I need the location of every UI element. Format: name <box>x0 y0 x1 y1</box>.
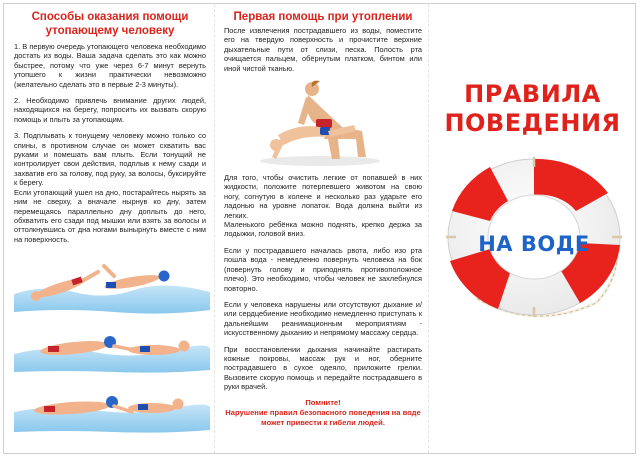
cover-title-line1: ПРАВИЛА <box>464 80 601 108</box>
left-para-4: Если утопающий ушел на дно, постарайтесь нырять за ним не сверху, а вначале нырнув ко дну, затем перемещаясь параллельно дну доплыть до него, обхватить его сзади под мышки или взять за волосы и оттолкнувшись от дна ногами вынырнуть вместе с ним на поверхность. <box>14 187 206 244</box>
middle-column <box>216 4 428 453</box>
left-title-line2: утопающему человеку <box>45 25 175 37</box>
left-para-3: 3. Подплывать к тонущему человеку можно только со спины, в противном случае он может схватить вас руками и помешать вам плыть. Если тонущий не контролирует свои действия, подплыв к нему сзади и захватив его за голову, под руку, за волосы, буксируйте к берегу. <box>14 131 206 188</box>
remember-heading: Помните! <box>305 397 341 407</box>
middle-title: Первая помощь при утоплении <box>233 11 413 23</box>
middle-para-6: При восстановлении дыхания начинайте растирать кожные покровы, массаж рук и ног, оберните пострадавшего в сухое одеяло, приложите грелки. Вызовите скорую помощь и передайте пострадавшего в руки врачей. <box>224 344 422 392</box>
warning-block <box>224 398 422 428</box>
first-aid-illustration <box>258 79 382 167</box>
cover-column <box>428 4 637 453</box>
fold-line-1 <box>214 4 215 453</box>
rescue-swimming-illustration <box>14 262 210 444</box>
middle-para-3: Маленького ребёнка можно поднять, крепко держа за лодыжки, головой вниз. <box>224 220 422 239</box>
buoy-label: НА ВОДЕ <box>478 232 590 256</box>
middle-para-4: Если у пострадавшего началась рвота, либо изо рта пошла вода - немедленно повернуть человека на бок (повернуть голову и приподнять противоположное плечо). Это необходимо, чтобы человек не захлебнулся повторно. <box>224 245 422 293</box>
left-para-2: 2. Необходимо привлечь внимание других людей, находящихся на берегу, попросить их вызвать скорую помощь и плыть за утопающим. <box>14 96 206 124</box>
warning-text: Нарушение правил безопасного поведения на воде может привести к гибели людей. <box>225 407 421 427</box>
brochure-page <box>3 3 636 454</box>
middle-para-2: Для того, чтобы очистить легкие от попавшей в них жидкости, положите потерпевшего животом на свою ногу, согнутую в колене и несколько раз ударьте его ладонью на уровне лопаток. Вода должна выйти из легких. <box>224 173 422 220</box>
middle-para-5: Если у человека нарушены или отсутствуют дыхание и/или сердцебиение необходимо немедленно приступать к дальнейшим реанимационным мероприятиям - искусственному дыханию и непрямому массажу сердца. <box>224 299 422 338</box>
swimmer-scene-2 <box>14 336 210 373</box>
left-title <box>14 10 206 38</box>
cover-title-line2: ПОВЕДЕНИЯ <box>444 109 621 137</box>
left-para-1: 1. В первую очередь утопающего человека необходимо достать из воды. Ваша задача сделать это как можно быстрее, потому что уже через 6-7 минут вернуть утопшего к жизни практически невозможно (желательно сделать это в первые 2-3 минуты). <box>14 42 206 89</box>
swimmer-scene-3 <box>14 396 210 433</box>
swimmer-scene-1 <box>14 266 210 314</box>
left-title-line1: Способы оказания помощи <box>31 11 189 23</box>
middle-para-1: После извлечения пострадавшего из воды, поместите его на твердую поверхность и прочистите верхние дыхательные пути от слизи, песка. Полость рта очищается пальцем, обёрнутым платком, бинтом или иной чистой тканью. <box>224 26 422 73</box>
